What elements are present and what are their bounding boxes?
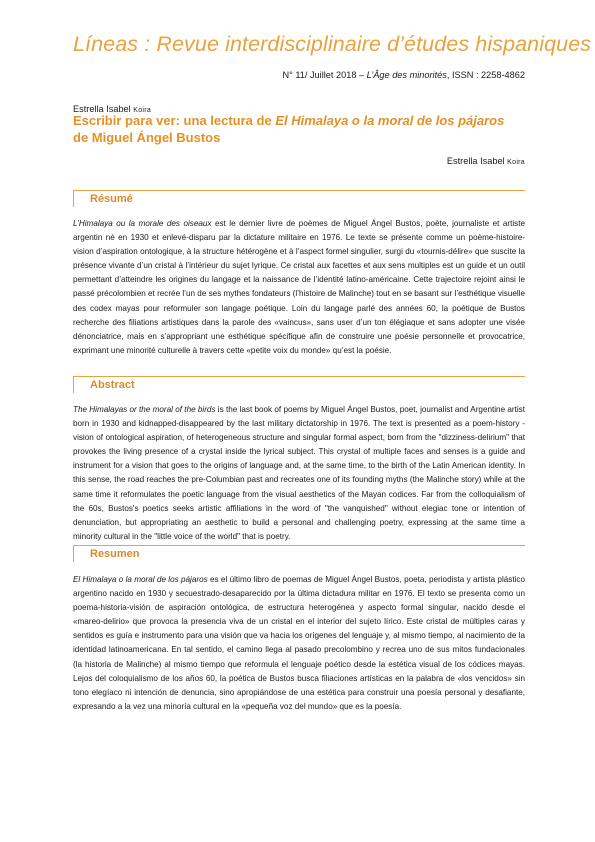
author-first-name: Estrella Isabel <box>73 104 134 114</box>
article-title-part1: Escribir para ver: una lectura de <box>73 113 276 128</box>
article-title-italic: El Himalaya o la moral de los pájaros <box>275 113 505 128</box>
issue-theme: L’Âge des minorités <box>366 70 447 80</box>
article-title-part2: de Miguel Ángel Bustos <box>73 129 221 145</box>
section-heading-label: Resumen <box>90 548 140 560</box>
journal-title: Líneas : Revue interdisciplinaire d’études hispaniques <box>73 32 592 56</box>
section-heading-label: Résumé <box>90 193 133 205</box>
issue-number: N° 11/ Juillet 2018 – <box>282 70 367 80</box>
author-name-right <box>447 156 525 166</box>
issue-line <box>282 70 525 80</box>
resume-text: est le dernier livre de poèmes de Miguel Ángel Bustos, poète, journaliste et artiste argentin né en 1930 et enlevé-disparu par la dictature militaire en 1976. Le texte se présente comme un poème-histoire-vision d’aspiration ontologique, à la structure hétérogène et à l’aspect formel singulier, surgi du «tournis-délire» que suscite la présence vivante d’un cristal à l’intérieur du sujet lyrique. Ce cristal aux facettes et aux sens multiples est un guide et un outil permettant d’atteindre les origines du langage et la naissance de l’identité latino-américaine. Cette trajectoire rejoint ainsi le passé précolombien et recrée l’un de ses mythes fondateurs (l’histoire de Malinche) tout en se basant sur l’esthétique visuelle des codex mayas pour reformuler son langage poétique. Loin du langage parlé des années 60, la poétique de Bustos recherche des filiations artistiques dans la parole des «vaincus», sans user d’un ton élégiaque et sans adopter une visée dénonciatrice, mais en s’appropriant une esthétique spécifique afin de construire une poésie personnelle et provocatrice, exprimant une minorité culturelle à travers cette «petite voix du monde» qu’est la poésie. <box>73 219 525 355</box>
abstract-italic-lead: The Himalayas or the moral of the birds <box>73 405 216 414</box>
section-heading-label: Abstract <box>90 379 135 391</box>
resumen-paragraph <box>73 573 525 714</box>
article-title <box>73 113 523 146</box>
author-last-name: Koira <box>507 159 525 166</box>
issn: , ISSN : 2258-4862 <box>446 70 525 80</box>
section-heading-abstract <box>73 376 525 393</box>
resume-italic-lead: L’Himalaya ou la morale des oiseaux <box>73 219 212 228</box>
resumen-text: es el último libro de poemas de Miguel Ángel Bustos, poeta, periodista y artista plástico argentino nacido en 1930 y secuestrado-desaparecido por la última dictadura militar en 1976. El texto se presenta como un poema-historia-visión de aspiración ontológica, de estructura heterogénea y aspecto formal singular, nacido desde el «mareo-delirio» que provoca la presencia viva de un cristal en el interior del sujeto lírico. Este cristal de múltiples caras y sentidos es guía e instrumento para una visión que va hacia los orígenes del lenguaje y, al mismo tiempo, al nacimiento de la identidad latinoamericana. En tal sentido, el camino llega al pasado precolombino y recrea uno de sus mitos fundacionales (la historia de Malinche) al mismo tiempo que reformula el lenguaje poético desde la estética visual de los códices mayas. Lejos del coloquialismo de los años 60, la poética de Bustos busca filiaciones artísticas en la palabra de «los vencidos» sin tono elegíaco ni intención de denuncia, sino apropiándose de una estética para construir una poesía personal y desafiante, expresando a la vez una minoría cultural en la «pequeña voz del mundo» que es la poesía. <box>73 575 525 711</box>
resume-paragraph <box>73 217 525 358</box>
author-last-name: Koira <box>133 107 152 114</box>
abstract-paragraph <box>73 403 525 544</box>
resumen-italic-lead: El Himalaya o la moral de los pájaros <box>73 575 208 584</box>
author-first-name: Estrella Isabel <box>446 156 508 166</box>
section-heading-resume <box>73 190 525 207</box>
section-heading-resumen <box>73 545 525 562</box>
abstract-text: is the last book of poems by Miguel Ángel Bustos, poet, journalist and Argentine artist born in 1930 and kidnapped-disappeared by the last military dictatorship in 1976. The text is presented as a poem-history -vision of ontological aspiration, of heterogeneous structure and singular formal aspect, born from the "dizziness-delirium" that provokes the living presence of a crystal inside the lyrical subject. This crystal of multiple faces and senses is a guide and instrument for a vision that goes to the origins of language and, at the same time, to the birth of the Latin American identity. In this sense, the road reaches the pre-Columbian past and recreates one of its founding myths (the Malinche story) while at the same time it reformulates the poetic language from the visual aesthetics of the Mayan codices. Far from the colloquialism of the 60s, Bustos's poetics seeks artistic affiliations in the word of "the vanquished" without elegiac tone or intention of denunciation, but appropriating an aesthetic to build a personal and challenging poetry, expressing at the same time a minority cultural in the "little voice of the world" that is poetry. <box>73 405 525 541</box>
